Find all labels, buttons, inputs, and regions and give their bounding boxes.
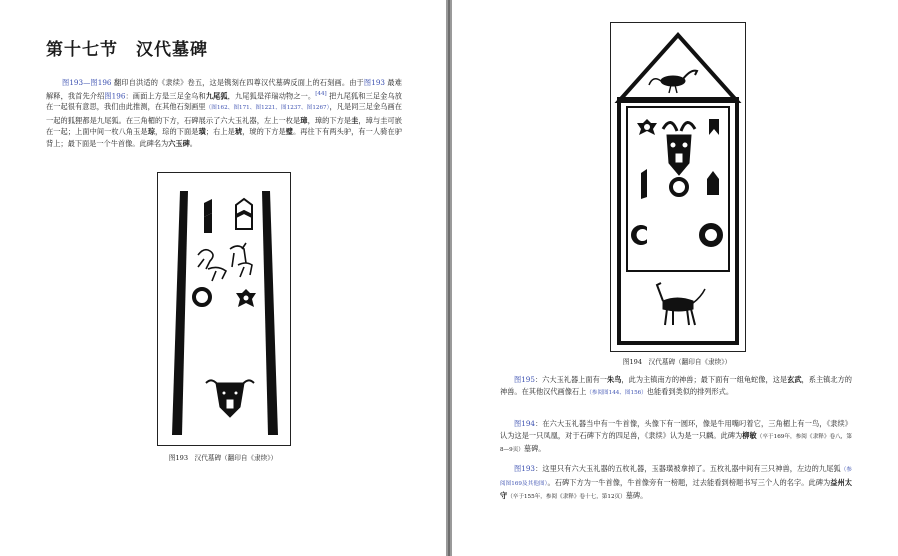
bi-disk (194, 289, 210, 305)
figure-link[interactable]: 图193—图196 (62, 78, 112, 87)
huang-jade (631, 225, 647, 245)
figure-reference[interactable]: （参阅图144、图156） (586, 389, 647, 396)
qilin-beast (657, 283, 705, 325)
figure-link[interactable]: 图196 (104, 90, 126, 100)
figure-194-stele (610, 22, 746, 352)
zhang-jade (641, 169, 647, 199)
fox-animals (198, 243, 252, 281)
paragraph-193: 图193：这里只有六大玉礼器的五枚礼器，玉器璜被拿掉了。五枚礼器中间有三只神兽，左边的九尾狐（参阅图169及其他图）。石碑下方为一牛首像，牛首像旁有一榜题，过去能看到榜题书写三个人的名字。此碑为益州太守（卒于155年，参阅《隶释》卷十七，第12页）墓碑。 (500, 464, 852, 500)
section-title: 第十七节 汉代墓碑 (46, 40, 208, 60)
footnote-link[interactable]: [44] (315, 90, 327, 97)
figure-link[interactable]: 图194 (514, 419, 536, 428)
hu-jade (236, 199, 252, 229)
figure-link[interactable]: 图193 (363, 78, 385, 87)
left-page (0, 0, 446, 556)
figure-link[interactable]: 图195 (514, 375, 535, 384)
ring (671, 179, 687, 195)
figure-194-caption: 图194 汉代墓碑（翻印自《隶续》） (622, 358, 732, 366)
intro-paragraph: 图193—图196 翻印自洪适的《隶续》卷五，这是镌刻在四尊汉代墓碑反面上的石刻画。由于图193 最难解释，我首先介绍图196：画面上方是三足金乌和九尾狐，九尾狐是祥瑞动物之一。[44] 把九尾狐和三足金乌放在一起很有意思，我们由此推测，在其他石刻画里（图162、图171、图1221、图1237、图1267），凡是同三足金乌画在一起的狐狸都是九尾狐。在三角楣的下方，石碑展示了六大玉礼器，左上一枚是璋，璋的下方是圭，璋与圭可嵌在一起；上面中间一枚八角玉是琮，琮的下面是璜；右上是琥，琥的下方是璧。再往下有两头驴，有一人骑在驴背上；最下面是一个牛首像。此碑名为六玉碑。 (46, 78, 402, 148)
bi-disk (702, 226, 720, 244)
figure-reference[interactable]: （图162、图171、图1221、图1237、图1267） (205, 105, 330, 112)
gutter-line (448, 0, 450, 556)
gui-jade (707, 171, 719, 195)
hu-jade (709, 119, 719, 135)
stele-194-drawing (611, 23, 745, 351)
stele-193-drawing (158, 173, 290, 445)
paragraph-194: 图194：在六大玉礼器当中有一牛首像，头像下有一圆环，像是牛用嘴叼着它，三角楣上有一鸟，《隶续》认为这是一只凤凰，对于石碑下方的四足兽，《隶续》认为是一只麟。此碑为柳敏（卒于169年，参阅《隶释》卷八，第8—9页）墓碑。 (500, 419, 852, 453)
figure-193-caption: 图193 汉代墓碑（翻印自《隶续》） (168, 454, 278, 462)
figure-link[interactable]: 图193 (514, 464, 535, 473)
bull-head (663, 122, 695, 195)
figure-reference[interactable]: （参阅图169及其他图） (500, 467, 852, 487)
paragraph-195: 图195：六大玉礼器上面有一朱鸟，此为主镇南方的神兽；最下面有一组龟蛇像，这是玄武，系主镇北方的神兽。在其他汉代画像石上（参阅图144、图156）也能看到类似的排列形式。 (500, 375, 852, 396)
phoenix-bird (649, 71, 697, 93)
bull-head (206, 380, 254, 417)
figure-193-stele (157, 172, 291, 446)
right-page (452, 0, 898, 556)
